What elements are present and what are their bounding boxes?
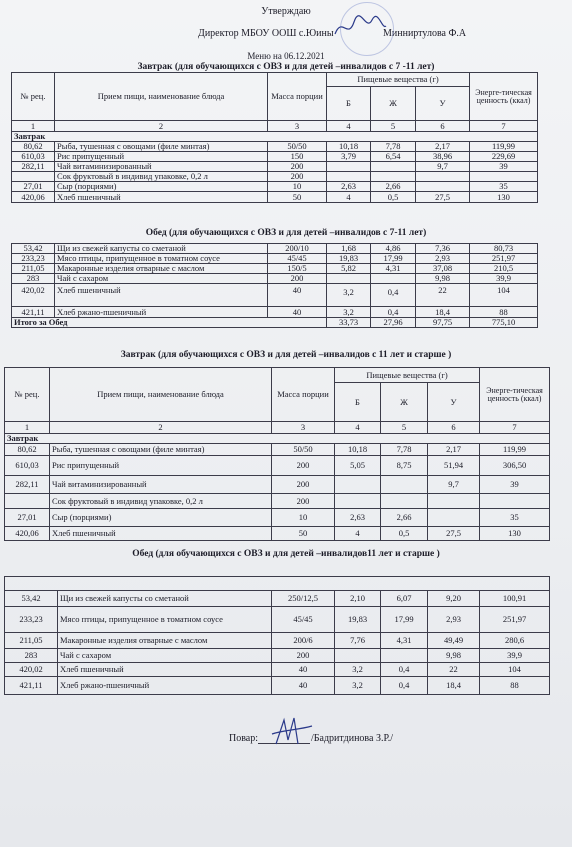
cell: Чай с сахаром — [58, 649, 272, 663]
cell — [381, 649, 428, 663]
table-row — [12, 172, 538, 182]
cell: 2,63 — [327, 182, 371, 192]
col-u: У — [428, 383, 480, 422]
cell: 27,01 — [5, 509, 50, 527]
col-num: 7 — [480, 422, 550, 434]
cell: 27,5 — [428, 527, 480, 541]
cell: 282,11 — [5, 476, 50, 494]
cell: Хлеб пшеничный — [55, 284, 268, 307]
cell: 39,9 — [480, 649, 550, 663]
cell: 39 — [470, 162, 538, 172]
col-num: 6 — [416, 121, 470, 132]
col-b: Б — [327, 87, 371, 121]
table-row — [5, 456, 550, 476]
cell: Сыр (порциями) — [55, 182, 268, 192]
cell: 17,99 — [381, 607, 428, 633]
cell — [416, 172, 470, 182]
cell: 9,98 — [416, 274, 470, 284]
col-num: 3 — [272, 422, 335, 434]
table-row — [12, 182, 538, 192]
table-row — [12, 264, 538, 274]
cell — [335, 476, 381, 494]
cell: 420,06 — [5, 527, 50, 541]
col-num: 6 — [428, 422, 480, 434]
col-num: 1 — [5, 422, 50, 434]
table-row — [5, 677, 550, 695]
table-row — [5, 527, 550, 541]
cell: 2,66 — [371, 182, 416, 192]
cell: 22 — [416, 284, 470, 307]
cell: 251,97 — [480, 607, 550, 633]
cell — [480, 494, 550, 509]
cell: 18,4 — [428, 677, 480, 695]
cell: 104 — [470, 284, 538, 307]
cell: Хлеб пшеничный — [50, 527, 272, 541]
cell: 4 — [327, 192, 371, 203]
table-row — [5, 663, 550, 677]
cell: 233,23 — [12, 254, 55, 264]
cell: 10 — [268, 182, 327, 192]
cell: 200 — [268, 162, 327, 172]
cell: 2,63 — [335, 509, 381, 527]
cell: 9,7 — [428, 476, 480, 494]
cell: 3,2 — [335, 677, 381, 695]
cell — [381, 476, 428, 494]
col-num: 7 — [470, 121, 538, 132]
cell: Хлеб ржано-пшеничный — [58, 677, 272, 695]
col-mass: Масса порции — [272, 368, 335, 422]
cell: 5,82 — [327, 264, 371, 274]
cell: 0,5 — [381, 527, 428, 541]
cell: Рыба, тушенная с овощами (филе минтая) — [50, 444, 272, 456]
cell: 9,98 — [428, 649, 480, 663]
cell: 4,31 — [371, 264, 416, 274]
cell: 9,20 — [428, 591, 480, 607]
stamp-ring — [340, 2, 394, 56]
table-row — [12, 192, 538, 203]
cell: 306,50 — [480, 456, 550, 476]
total-label: Итого за Обед — [12, 318, 327, 328]
table-row — [12, 142, 538, 152]
empty-row — [5, 577, 550, 591]
cell: 10 — [272, 509, 335, 527]
col-nutrients: Пищевые вещества (г) — [335, 368, 480, 383]
cell — [428, 509, 480, 527]
col-num: 5 — [381, 422, 428, 434]
cell: 88 — [470, 307, 538, 318]
cell: 200 — [272, 456, 335, 476]
cell: 9,7 — [416, 162, 470, 172]
cell: 229,69 — [470, 152, 538, 162]
cell: 100,91 — [480, 591, 550, 607]
col-num: 2 — [50, 422, 272, 434]
cell: 233,23 — [5, 607, 58, 633]
cell: Хлеб пшеничный — [55, 192, 268, 203]
table-row — [12, 274, 538, 284]
table-row — [12, 162, 538, 172]
col-energy: Энерге-тическая ценность (ккал) — [470, 73, 538, 121]
cell: 53,42 — [5, 591, 58, 607]
section1-title: Завтрак (для обучающихся с ОВЗ и для детей –инвалидов с 7 -11 лет) — [137, 62, 435, 72]
cell: 18,4 — [416, 307, 470, 318]
cell: 775,10 — [470, 318, 538, 328]
cell: 80,62 — [12, 142, 55, 152]
cell — [12, 172, 55, 182]
cell: 421,11 — [12, 307, 55, 318]
col-u: У — [416, 87, 470, 121]
cell: 10,18 — [327, 142, 371, 152]
cell: 7,36 — [416, 244, 470, 254]
cell: Чай с сахаром — [55, 274, 268, 284]
cell: Сок фруктовый в индивид упаковке, 0,2 л — [50, 494, 272, 509]
table-row — [5, 444, 550, 456]
cell: 80,73 — [470, 244, 538, 254]
cell: Щи из свежей капусты со сметаной — [58, 591, 272, 607]
cell — [416, 182, 470, 192]
col-recipe-no: № рец. — [5, 368, 50, 422]
section3-title: Завтрак (для обучающихся с ОВЗ и для детей –инвалидов с 11 лет и старше ) — [120, 350, 452, 360]
cell: 10,18 — [335, 444, 381, 456]
cell — [327, 274, 371, 284]
cell: 38,96 — [416, 152, 470, 162]
col-num: 3 — [268, 121, 327, 132]
col-dish: Прием пищи, наименование блюда — [55, 73, 268, 121]
table-row — [5, 494, 550, 509]
cell: Рыба, тушенная с овощами (филе минтая) — [55, 142, 268, 152]
cell: 37,08 — [416, 264, 470, 274]
cell: 4,31 — [381, 633, 428, 649]
col-num: 5 — [371, 121, 416, 132]
cell: 3,79 — [327, 152, 371, 162]
cell: 17,99 — [371, 254, 416, 264]
col-zh: Ж — [381, 383, 428, 422]
cell: 421,11 — [5, 677, 58, 695]
cell: 27,5 — [416, 192, 470, 203]
cell: 40 — [268, 307, 327, 318]
cell: 33,73 — [327, 318, 371, 328]
cell: 200 — [268, 172, 327, 182]
cell — [335, 649, 381, 663]
table-row — [12, 254, 538, 264]
cell: 282,11 — [12, 162, 55, 172]
cell: 3,2 — [327, 284, 371, 307]
table-row — [12, 307, 538, 318]
cell: 610,03 — [12, 152, 55, 162]
cell: 200 — [272, 649, 335, 663]
cell: 39,9 — [470, 274, 538, 284]
cell: 5,05 — [335, 456, 381, 476]
cell: 420,02 — [12, 284, 55, 307]
table-row — [12, 284, 538, 307]
cell: Сок фруктовый в индивид упаковке, 0,2 л — [55, 172, 268, 182]
cell: Чай витаминизированный — [50, 476, 272, 494]
cell: 27,96 — [371, 318, 416, 328]
cell: 40 — [268, 284, 327, 307]
cell: 420,02 — [5, 663, 58, 677]
cell: 6,54 — [371, 152, 416, 162]
cell — [335, 494, 381, 509]
cell: 80,62 — [5, 444, 50, 456]
lunch-7-11-table — [11, 243, 538, 328]
cell: 53,42 — [12, 244, 55, 254]
cell — [428, 494, 480, 509]
cell: Мясо птицы, припущенное в томатном соусе — [58, 607, 272, 633]
lunch-11-plus-table — [4, 576, 550, 695]
cell: 610,03 — [5, 456, 50, 476]
cell: Хлеб ржано-пшеничный — [55, 307, 268, 318]
table-row — [5, 476, 550, 494]
cell: 211,05 — [5, 633, 58, 649]
cell: 19,83 — [327, 254, 371, 264]
breakfast-11-plus-table — [4, 367, 550, 541]
cell — [5, 494, 50, 509]
cell: 27,01 — [12, 182, 55, 192]
date-line: Меню на 06.12.2021 — [247, 51, 325, 61]
col-zh: Ж — [371, 87, 416, 121]
cell: 8,75 — [381, 456, 428, 476]
table-row — [5, 607, 550, 633]
col-energy: Энерге-тическая ценность (ккал) — [480, 368, 550, 422]
col-b: Б — [335, 383, 381, 422]
table-row — [5, 509, 550, 527]
cell: 251,97 — [470, 254, 538, 264]
cell: 4 — [335, 527, 381, 541]
cell: 0,4 — [371, 307, 416, 318]
cell: 200 — [268, 274, 327, 284]
cell — [371, 274, 416, 284]
cell: 280,6 — [480, 633, 550, 649]
col-num: 2 — [55, 121, 268, 132]
cell: 2,17 — [416, 142, 470, 152]
cell: 200/6 — [272, 633, 335, 649]
cook-name: /Бадритдинова З.Р./ — [311, 733, 394, 744]
cell: 50 — [272, 527, 335, 541]
col-num: 1 — [12, 121, 55, 132]
cell: 150/5 — [268, 264, 327, 274]
cell: 1,68 — [327, 244, 371, 254]
cell: Щи из свежей капусты со сметаной — [55, 244, 268, 254]
cell: 283 — [12, 274, 55, 284]
table-row — [5, 591, 550, 607]
cell: 0,4 — [381, 677, 428, 695]
director-line: Директор МБОУ ООШ с.Юины — [198, 28, 334, 39]
cell — [371, 172, 416, 182]
cell: 19,83 — [335, 607, 381, 633]
cell: 7,78 — [371, 142, 416, 152]
cell: 2,93 — [428, 607, 480, 633]
cell: 51,94 — [428, 456, 480, 476]
cell: 250/12,5 — [272, 591, 335, 607]
cell: 7,78 — [381, 444, 428, 456]
director-name: Минниртулова Ф.А — [383, 28, 467, 39]
cell: 6,07 — [381, 591, 428, 607]
cell: 130 — [480, 527, 550, 541]
section4-title: Обед (для обучающихся с ОВЗ и для детей –инвалидов11 лет и старше ) — [132, 549, 440, 559]
cell: Чай витаминизированный — [55, 162, 268, 172]
col-num: 4 — [327, 121, 371, 132]
cell: 210,5 — [470, 264, 538, 274]
cell: 283 — [5, 649, 58, 663]
cell: Макаронные изделия отварные с маслом — [58, 633, 272, 649]
cell: Рис припущенный — [55, 152, 268, 162]
cell: 150 — [268, 152, 327, 162]
col-recipe-no: № рец. — [12, 73, 55, 121]
cell: 420,06 — [12, 192, 55, 203]
cell: 4,86 — [371, 244, 416, 254]
cell: 211,05 — [12, 264, 55, 274]
cell: 50 — [268, 192, 327, 203]
cell: Макаронные изделия отварные с маслом — [55, 264, 268, 274]
cell: 97,75 — [416, 318, 470, 328]
cell — [381, 494, 428, 509]
table-row — [5, 649, 550, 663]
col-mass: Масса порции — [268, 73, 327, 121]
meal-label: Завтрак — [12, 132, 538, 142]
section2-title: Обед (для обучающихся с ОВЗ и для детей –инвалидов с 7-11 лет) — [145, 228, 427, 238]
cell — [371, 162, 416, 172]
cell: Сыр (порциями) — [50, 509, 272, 527]
table-row — [12, 244, 538, 254]
cell: Рис припущенный — [50, 456, 272, 476]
cell: 0,4 — [381, 663, 428, 677]
table-row — [5, 633, 550, 649]
cell: 104 — [480, 663, 550, 677]
cell: 2,93 — [416, 254, 470, 264]
cell: 39 — [480, 476, 550, 494]
cell: Мясо птицы, припущенное в томатном соусе — [55, 254, 268, 264]
cell: 2,66 — [381, 509, 428, 527]
total-row — [12, 318, 538, 328]
cell: 3,2 — [327, 307, 371, 318]
cell: 35 — [470, 182, 538, 192]
cell: 200/10 — [268, 244, 327, 254]
meal-label: Завтрак — [5, 434, 550, 444]
cell: 49,49 — [428, 633, 480, 649]
col-nutrients: Пищевые вещества (г) — [327, 73, 470, 87]
cell: 35 — [480, 509, 550, 527]
cell — [327, 172, 371, 182]
cell: Хлеб пшеничный — [58, 663, 272, 677]
col-num: 4 — [335, 422, 381, 434]
cell: 45/45 — [272, 607, 335, 633]
cell: 40 — [272, 677, 335, 695]
cell: 45/45 — [268, 254, 327, 264]
cell: 50/50 — [272, 444, 335, 456]
cell: 200 — [272, 476, 335, 494]
breakfast-7-11-table — [11, 72, 538, 203]
cell: 50/50 — [268, 142, 327, 152]
cell: 119,99 — [470, 142, 538, 152]
col-dish: Прием пищи, наименование блюда — [50, 368, 272, 422]
cell: 2,10 — [335, 591, 381, 607]
table-row — [12, 152, 538, 162]
cell — [327, 162, 371, 172]
cell: 130 — [470, 192, 538, 203]
cell: 7,76 — [335, 633, 381, 649]
cell: 0,5 — [371, 192, 416, 203]
cell: 119,99 — [480, 444, 550, 456]
cell: 0,4 — [371, 284, 416, 307]
cell — [470, 172, 538, 182]
cell: 3,2 — [335, 663, 381, 677]
cell: 40 — [272, 663, 335, 677]
cell: 22 — [428, 663, 480, 677]
cell: 88 — [480, 677, 550, 695]
cell: 2,17 — [428, 444, 480, 456]
cell: 200 — [272, 494, 335, 509]
cook-label: Повар: — [229, 733, 259, 744]
approved-label: Утверждаю — [261, 6, 311, 17]
